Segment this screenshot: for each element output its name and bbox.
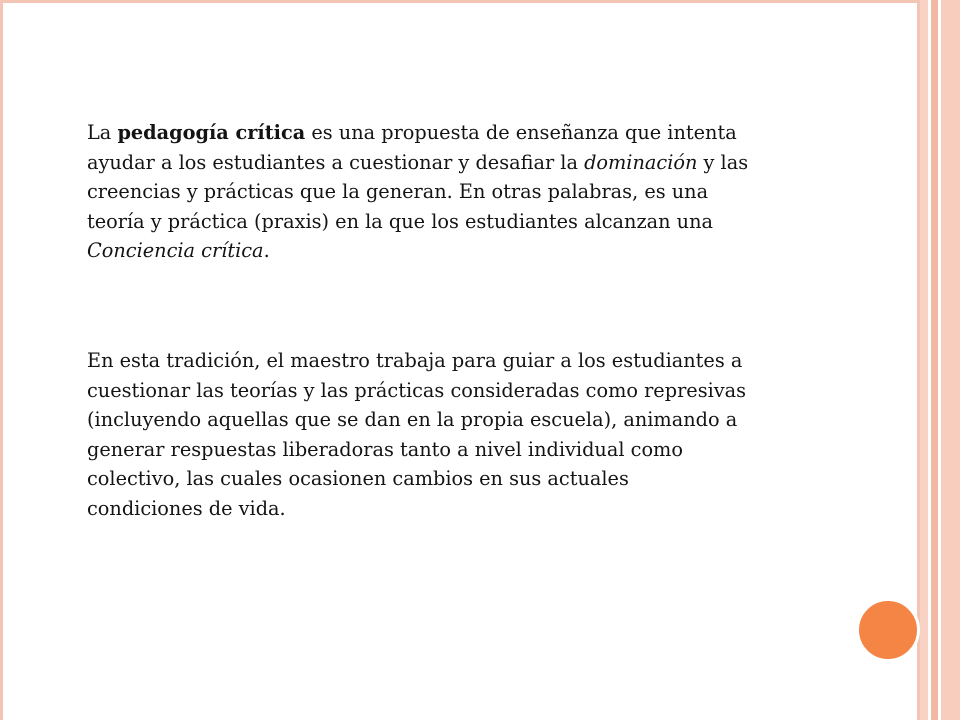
paragraph-text: . [263, 239, 270, 262]
paragraph-definition [87, 118, 767, 266]
decorative-side-stripe [920, 0, 928, 720]
paragraph-text: es una propuesta de enseñanza que intenta ayudar a los estudiantes a cuestionar y desafiar la [87, 121, 737, 174]
paragraph-text: La [87, 121, 118, 144]
decorative-side-stripe [941, 0, 960, 720]
decorative-orange-circle [856, 598, 920, 662]
bold-term: pedagogía crítica [117, 121, 306, 144]
italic-term: dominación [584, 150, 698, 174]
paragraph-tradition [87, 346, 747, 523]
paragraph-text: En esta tradición, el maestro trabaja para guiar a los estudiantes a cuestionar las teorías y las prácticas consideradas como represivas (incluyendo aquellas que se dan en la propia escuela), animando a generar respuestas liberadoras tanto a nivel individual como colectivo, las cuales ocasionen cambios en sus actuales condiciones de vida. [87, 349, 747, 520]
italic-term: Conciencia crítica [87, 239, 264, 262]
paragraph-text: y las creencias y prácticas que la generan. En otras palabras, es una teoría y práctica (praxis) en la que los estudiantes alcanzan una [87, 150, 749, 233]
decorative-side-stripe [931, 0, 938, 720]
